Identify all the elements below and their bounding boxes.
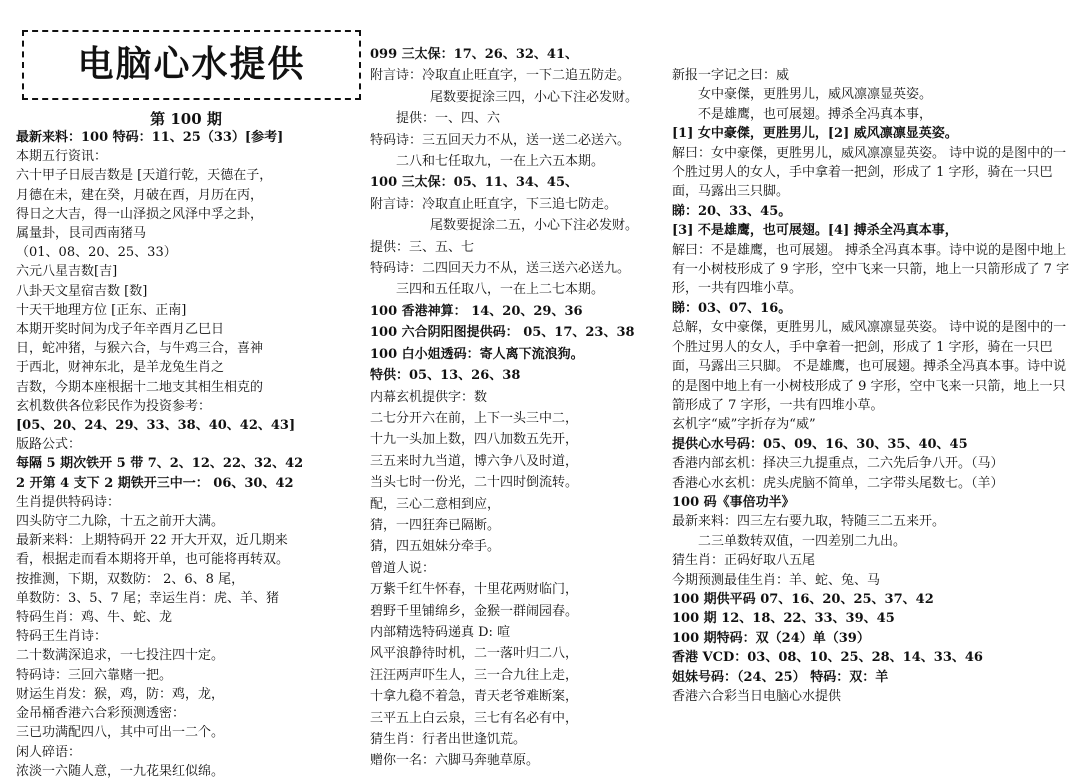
text-line: 特码生肖：鸡、牛、蛇、龙 xyxy=(16,610,173,626)
column-middle xyxy=(370,44,670,772)
text-line: 特码诗：三回六靠赌一把。 xyxy=(16,667,173,683)
text-line: 单数防：3、5、7 尾；幸运生肖：虎、羊、猪 xyxy=(16,590,279,606)
text-line: 生肖提供特码诗： xyxy=(16,494,121,510)
text-line: 十天干地理方位 [正东、正南] xyxy=(16,302,187,318)
text-line: 本期五行资讯： xyxy=(16,149,108,165)
text-line: 本期开奖时间为戊子年辛酉月乙巳日 xyxy=(16,322,225,338)
text-line: 今期预测最佳生肖：羊、蛇、兔、马 xyxy=(672,572,881,588)
text-line: 特码诗：二四回天力不从，送三送六必送九。 xyxy=(370,261,631,277)
text-line: 100 期供平码 07、16、20、25、37、42 xyxy=(672,591,934,607)
text-line: 2 开第 4 支下 2 期铁开三中一： 06、30、42 xyxy=(16,475,294,491)
text-line: 二三单数转双值，一四差别二九出。 xyxy=(698,533,907,549)
text-line: 十九一头加上数，四八加数五先开， xyxy=(370,432,579,448)
text-line: 内幕玄机提供字：数 xyxy=(370,389,488,405)
text-line: 猜生肖：行者出世逢饥荒。 xyxy=(370,732,527,747)
text-line: [3] 不是雄鹰，也可展翅。[4] 搏杀全冯真本事， xyxy=(672,223,958,239)
text-line: 日，蛇冲猪，与猴六合，与牛鸡三合，喜神 xyxy=(16,341,264,357)
text-line: 浓淡一六随人意，一九花果红似绵。 xyxy=(16,763,225,779)
text-line: 100 期特码：双（24）单（39） xyxy=(672,630,870,646)
text-line: 特码王生肖诗： xyxy=(16,629,108,645)
text-line: 二七分开六在前，上下一头三中二， xyxy=(370,410,579,426)
text-line: 女中豪傑，更胜男儿，威风凛凛显英姿。 xyxy=(698,87,933,103)
issue-number: 第 100 期 xyxy=(150,110,222,128)
text-line: 尾数要捉涂三四，小心下注必发财。 xyxy=(430,89,639,105)
text-line: 解曰：不是雄鹰，也可展翅。 搏杀全冯真本事。诗中说的是图中地上有一小树枝形成了 9 字形，空中飞来一只箭，地上一只箭形成了 7 字形，一共有四堆小草。 xyxy=(672,242,1070,297)
text-line: 猜，四五姐妹分牵手。 xyxy=(370,539,501,555)
text-line: 月德在未，建在癸，月破在酉，月历在丙， xyxy=(16,187,264,203)
text-line: 风平浪静待时机，二一落叶归二八， xyxy=(370,646,579,662)
text-line: 八卦天文星宿吉数 [数] xyxy=(16,283,148,299)
text-line: 附言诗：冷取直止旺直字，下三追七防走。 xyxy=(370,196,618,212)
text-line: 解曰：女中豪傑，更胜男儿，威风凛凛显英姿。 诗中说的是图中的一个胜过男人的女人，手中拿着一把剑，形成了 1 字形，骑在一只巴面，马露出三只脚。 xyxy=(672,145,1067,200)
text-line: 曾道人说： xyxy=(370,560,436,576)
text-line: [05、20、24、29、33、38、40、42、43] xyxy=(16,418,296,434)
text-line: 六十甲子日辰吉数是 [天道行乾，天德在子， xyxy=(16,168,273,184)
text-line: 100 码《事倍功半》 xyxy=(672,494,795,510)
text-line: 特供：05、13、26、38 xyxy=(370,368,521,384)
text-line: 内部精选特码递真 D: 喧 xyxy=(370,624,511,640)
text-line: 三已功满配四八，其中可出一二个。 xyxy=(16,725,225,741)
text-line: 最新来料：100 特码：11、25（33）[参考] xyxy=(16,130,284,145)
text-line: 三四和五任取八，一在上二七本期。 xyxy=(396,282,605,298)
text-line: 金吊桶香港六合彩预测透密： xyxy=(16,706,186,722)
text-line: 按推测，下期，双数防： 2、6、8 尾， xyxy=(16,571,245,587)
text-line: 猜，一四狂奔已隔断。 xyxy=(370,517,501,533)
text-line: 提供心水号码：05、09、16、30、35、40、45 xyxy=(672,436,968,452)
text-line: 六元八星吉数[吉] xyxy=(16,264,118,280)
text-line: 姐妹号码：（24、25） 特码：双：羊 xyxy=(672,669,889,685)
text-line: 100 白小姐透码：寄人离下流浪狗。 xyxy=(370,346,584,362)
text-line: 属量卦，艮司西南猪马 xyxy=(16,226,147,242)
text-line: 每隔 5 期次铁开 5 带 7、2、12、22、32、42 xyxy=(16,456,304,472)
text-line: 尾数要捉涂二五，小心下注必发财。 xyxy=(430,218,639,234)
text-line: 四头防守二九除，十五之前开大满。 xyxy=(16,514,225,530)
page-title: 电脑心水提供 xyxy=(77,44,306,85)
text-line: 三平五上白云泉，三七有名必有中， xyxy=(370,710,579,726)
text-line: [1] 女中豪傑，更胜男儿，[2] 威风凛凛显英姿。 xyxy=(672,126,958,142)
text-line: 二八和七任取九，一在上六五本期。 xyxy=(396,154,605,170)
text-line: 十拿九稳不着急，青天老爷难断案， xyxy=(370,689,579,705)
text-line: 闲人碎语： xyxy=(16,744,82,760)
text-line: 100 三太保：05、11、34、45、 xyxy=(370,175,579,191)
text-line: 二十数满深追求，一七投注四十定。 xyxy=(16,648,225,664)
text-line: 新报一字记之曰：威 xyxy=(672,68,790,83)
text-line: 睇：20、33、45。 xyxy=(672,203,792,219)
text-line: 香港 VCD：03、08、10、25、28、14、33、46 xyxy=(672,650,983,666)
text-line: 碧野千里铺绵乡，金猴一群闹园春。 xyxy=(370,603,579,619)
text-line: 099 三太保：17、26、32、41、 xyxy=(370,47,579,62)
text-line: 总解，女中豪傑，更胜男儿，威风凛凛显英姿。 诗中说的是图中的一个胜过男人的女人，手中拿着一把剑，形成了 1 字形，骑在一只巴面，马露出三只脚。 不是雄鹰，也可展翅。搏杀全冯真本事。诗中说的是图中地上有一小树枝形成了 9 字形，空中飞来一只箭，地上一只箭形成了 7 字形，一共有四堆小草。 xyxy=(672,320,1067,413)
text-line: 附言诗：冷取直止旺直字，一下二追五防走。 xyxy=(370,68,631,84)
text-line: 提供：三、五、七 xyxy=(370,239,475,255)
text-line: （01、08、20、25、33） xyxy=(16,245,177,261)
text-line: 香港六合彩当日电脑心水提供 xyxy=(672,689,842,704)
text-line: 当头七时一份光，二十四时倒流转。 xyxy=(370,475,579,491)
text-line: 三五来时九当道，博六争八及时道， xyxy=(370,453,579,469)
text-line: 版路公式： xyxy=(16,437,82,453)
text-line: 汪汪两声吓生人，三一合九往上走， xyxy=(370,667,579,683)
text-line: 特码诗：三五回天力不从，送一送二必送六。 xyxy=(370,132,631,148)
text-line: 玄机数供各位彩民作为投资参考： xyxy=(16,398,212,414)
text-line: 100 香港神算： 14、20、29、36 xyxy=(370,303,583,319)
text-line: 香港内部玄机：择决三九提重点，二六先后争八开。（马） xyxy=(672,456,1004,472)
text-line: 玄机字“威”字折存为“威” xyxy=(672,417,816,433)
text-line: 吉数，今期本座根据十二地支其相生相克的 xyxy=(16,379,264,395)
text-line: 100 期 12、18、22、33、39、45 xyxy=(672,611,895,627)
text-line: 看，根据走而看本期将开单，也可能将再转双。 xyxy=(16,552,290,568)
column-left xyxy=(16,128,362,781)
text-line: 得日之大吉，得一山泽损之风泽中孚之卦， xyxy=(16,206,264,222)
text-line: 财运生肖发：猴，鸡，防：鸡，龙， xyxy=(16,686,225,702)
text-line: 最新来料：上期特码开 22 开大开双，近几期来 xyxy=(16,533,288,549)
text-line: 猜生肖：正码好取八五尾 xyxy=(672,553,816,569)
text-line: 于西北，财神东北，是羊龙兔生肖之 xyxy=(16,360,225,376)
text-line: 最新来料：四三左右要九取，特随三二五来开。 xyxy=(672,514,946,530)
text-line: 配，三心二意相到应， xyxy=(370,496,501,512)
text-line: 香港心水玄机：虎头虎脑不简单，二字带头尾数七。（羊） xyxy=(672,475,1004,491)
column-right xyxy=(672,66,1072,706)
text-line: 提供：一、四、六 xyxy=(396,111,501,127)
text-line: 100 六合阴阳图提供码： 05、17、23、38 xyxy=(370,325,635,341)
text-line: 赠你一名：六脚马奔驰草原。 xyxy=(370,753,540,769)
text-line: 睇：03、07、16。 xyxy=(672,300,792,316)
text-line: 万紫千红牛怀春，十里花两财临门， xyxy=(370,582,579,598)
title-box xyxy=(22,30,361,100)
text-line: 不是雄鹰，也可展翅。搏杀全冯真本事， xyxy=(698,106,933,122)
